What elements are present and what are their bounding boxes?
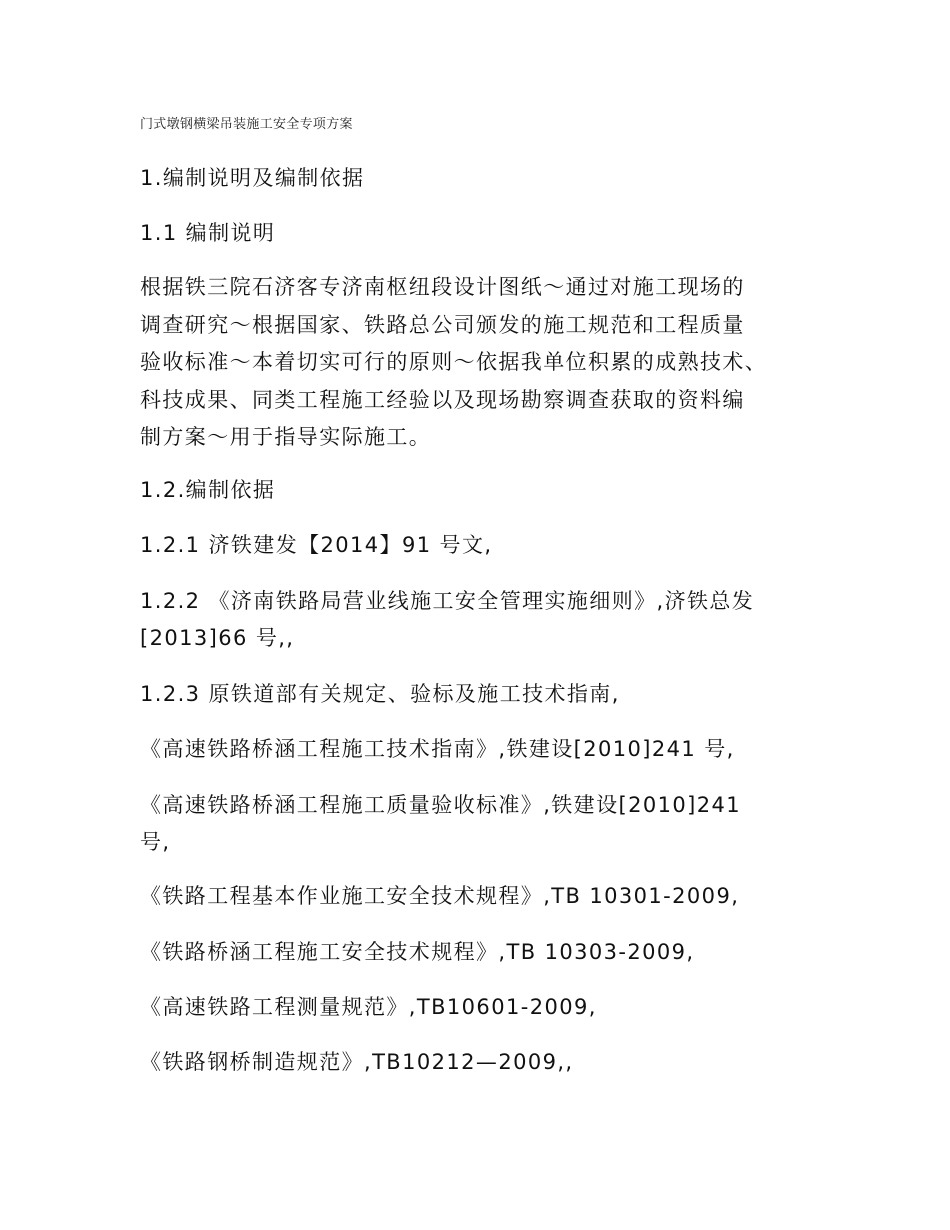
reference-item: 《铁路钢桥制造规范》,TB10212—2009,, — [140, 1050, 574, 1074]
section-1-heading: 1.编制说明及编制依据 — [140, 166, 365, 190]
item-1-2-1: 1.2.1 济铁建发【2014】91 号文, — [140, 533, 493, 557]
reference-item: 《高速铁路工程测量规范》,TB10601-2009, — [140, 995, 597, 1019]
intro-line: 根据铁三院石济客专济南枢纽段设计图纸～通过对施工现场的 — [140, 275, 745, 299]
reference-item: 《高速铁路桥涵工程施工技术指南》,铁建设[2010]241 号, — [140, 737, 735, 761]
reference-item: 《高速铁路桥涵工程施工质量验收标准》,铁建设[2010]241 — [140, 793, 741, 817]
item-1-2-2-line-1: 1.2.2 《济南铁路局营业线施工安全管理实施细则》,济铁总发 — [140, 589, 755, 613]
intro-line: 验收标准～本着切实可行的原则～依据我单位积累的成熟技术、 — [140, 350, 768, 374]
item-1-2-2-line-2: [2013]66 号,, — [140, 626, 295, 650]
document-header-title: 门式墩钢横梁吊装施工安全专项方案 — [140, 117, 353, 132]
section-1-2-heading: 1.2.编制依据 — [140, 478, 276, 502]
intro-paragraph — [140, 269, 820, 457]
section-1-1-heading: 1.1 编制说明 — [140, 221, 276, 245]
intro-line: 调查研究～根据国家、铁路总公司颁发的施工规范和工程质量 — [140, 312, 745, 337]
reference-item: 《铁路桥涵工程施工安全技术规程》,TB 10303-2009, — [140, 940, 695, 964]
item-1-2-3: 1.2.3 原铁道部有关规定、验标及施工技术指南, — [140, 682, 620, 706]
reference-item-continued: 号, — [140, 830, 171, 854]
intro-line: 科技成果、同类工程施工经验以及现场勘察调查获取的资料编 — [140, 387, 745, 412]
reference-item: 《铁路工程基本作业施工安全技术规程》,TB 10301-2009, — [140, 884, 740, 908]
intro-line: 制方案～用于指导实际施工。 — [140, 425, 432, 449]
